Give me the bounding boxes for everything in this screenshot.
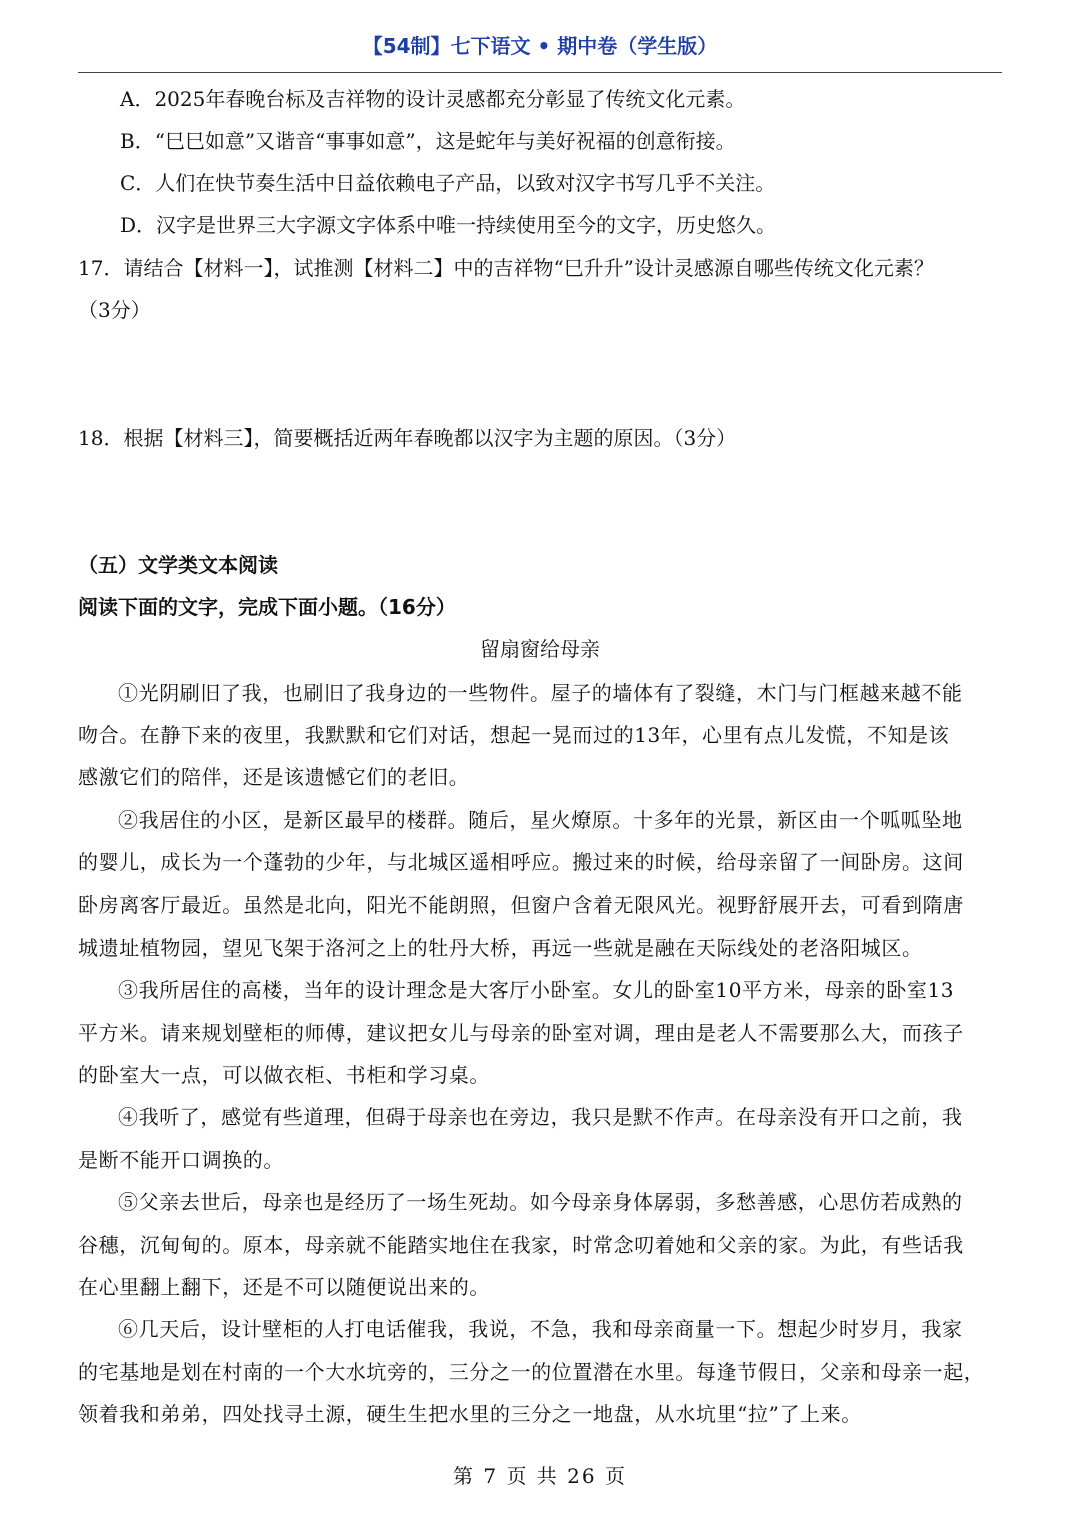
option-d: D．汉字是世界三大字源文字体系中唯一持续使用至今的文字，历史悠久。 — [120, 213, 777, 237]
paragraph-6-line-2: 的宅基地是划在村南的一个大水坑旁的，三分之一的位置潜在水里。每逢节假日，父亲和母亲一起， — [78, 1360, 985, 1384]
paragraph-4-line-2: 是断不能开口调换的。 — [78, 1148, 284, 1172]
question-17-score: （3分） — [78, 298, 151, 322]
option-c: C．人们在快节奏生活中日益依赖电子产品，以致对汉字书写几乎不关注。 — [120, 171, 776, 195]
paragraph-2-line-2: 的婴儿，成长为一个蓬勃的少年，与北城区遥相呼应。搬过来的时候，给母亲留了一间卧房。这间 — [78, 850, 964, 874]
section-heading: （五）文学类文本阅读 — [78, 553, 278, 577]
paragraph-1-line-2: 吻合。在静下来的夜里，我默默和它们对话，想起一晃而过的13年，心里有点儿发慌，不知是该 — [78, 723, 950, 747]
paragraph-2-line-1: ②我居住的小区，是新区最早的楼群。随后，星火燎原。十多年的光景，新区由一个呱呱坠地 — [118, 808, 963, 832]
question-18: 18．根据【材料三】，简要概括近两年春晚都以汉字为主题的原因。（3分） — [78, 426, 737, 450]
paragraph-2-line-4: 城遗址植物园，望见飞架于洛河之上的牡丹大桥，再远一些就是融在天际线处的老洛阳城区。 — [78, 936, 923, 960]
paragraph-5-line-3: 在心里翻上翻下，还是不可以随便说出来的。 — [78, 1275, 490, 1299]
option-a: A．2025年春晚台标及吉祥物的设计灵感都充分彰显了传统文化元素。 — [120, 87, 746, 111]
section-instruction: 阅读下面的文字，完成下面小题。（16分） — [78, 595, 456, 619]
paragraph-1-line-3: 感激它们的陪伴，还是该遗憾它们的老旧。 — [78, 765, 470, 789]
paragraph-1-line-1: ①光阴刷旧了我，也刷旧了我身边的一些物件。屋子的墙体有了裂缝，木门与门框越来越不能 — [118, 681, 963, 705]
paragraph-3-line-1: ③我所居住的高楼，当年的设计理念是大客厅小卧室。女儿的卧室10平方米，母亲的卧室13 — [118, 978, 955, 1002]
paragraph-5-line-1: ⑤父亲去世后，母亲也是经历了一场生死劫。如今母亲身体孱弱，多愁善感，心思仿若成熟的 — [118, 1190, 963, 1214]
paragraph-3-line-3: 的卧室大一点，可以做衣柜、书柜和学习桌。 — [78, 1063, 490, 1087]
page-number: 第 7 页 共 26 页 — [453, 1464, 627, 1488]
paragraph-3-line-2: 平方米。请来规划壁柜的师傅，建议把女儿与母亲的卧室对调，理由是老人不需要那么大，而孩子 — [78, 1021, 964, 1045]
option-b: B．“巳巳如意”又谐音“事事如意”，这是蛇年与美好祝福的创意衔接。 — [120, 129, 736, 153]
paragraph-2-line-3: 卧房离客厅最近。虽然是北向，阳光不能朗照，但窗户含着无限风光。视野舒展开去，可看到隋唐 — [78, 893, 964, 917]
header-title: 【54制】七下语文 • 期中卷（学生版） — [362, 34, 718, 58]
paragraph-4-line-1: ④我听了，感觉有些道理，但碍于母亲也在旁边，我只是默不作声。在母亲没有开口之前，我 — [118, 1105, 963, 1129]
paragraph-6-line-1: ⑥几天后，设计壁柜的人打电话催我，我说，不急，我和母亲商量一下。想起少时岁月，我家 — [118, 1317, 963, 1341]
paragraph-5-line-2: 谷穗，沉甸甸的。原本，母亲就不能踏实地住在我家，时常念叨着她和父亲的家。为此，有些话我 — [78, 1233, 964, 1257]
question-17: 17．请结合【材料一】，试推测【材料二】中的吉祥物“巳升升”设计灵感源自哪些传统文化元素？ — [78, 256, 934, 280]
passage-title: 留扇窗给母亲 — [480, 637, 600, 661]
paragraph-6-line-3: 领着我和弟弟，四处找寻土源，硬生生把水里的三分之一地盘，从水坑里“拉”了上来。 — [78, 1402, 862, 1426]
header-divider — [78, 72, 1002, 73]
